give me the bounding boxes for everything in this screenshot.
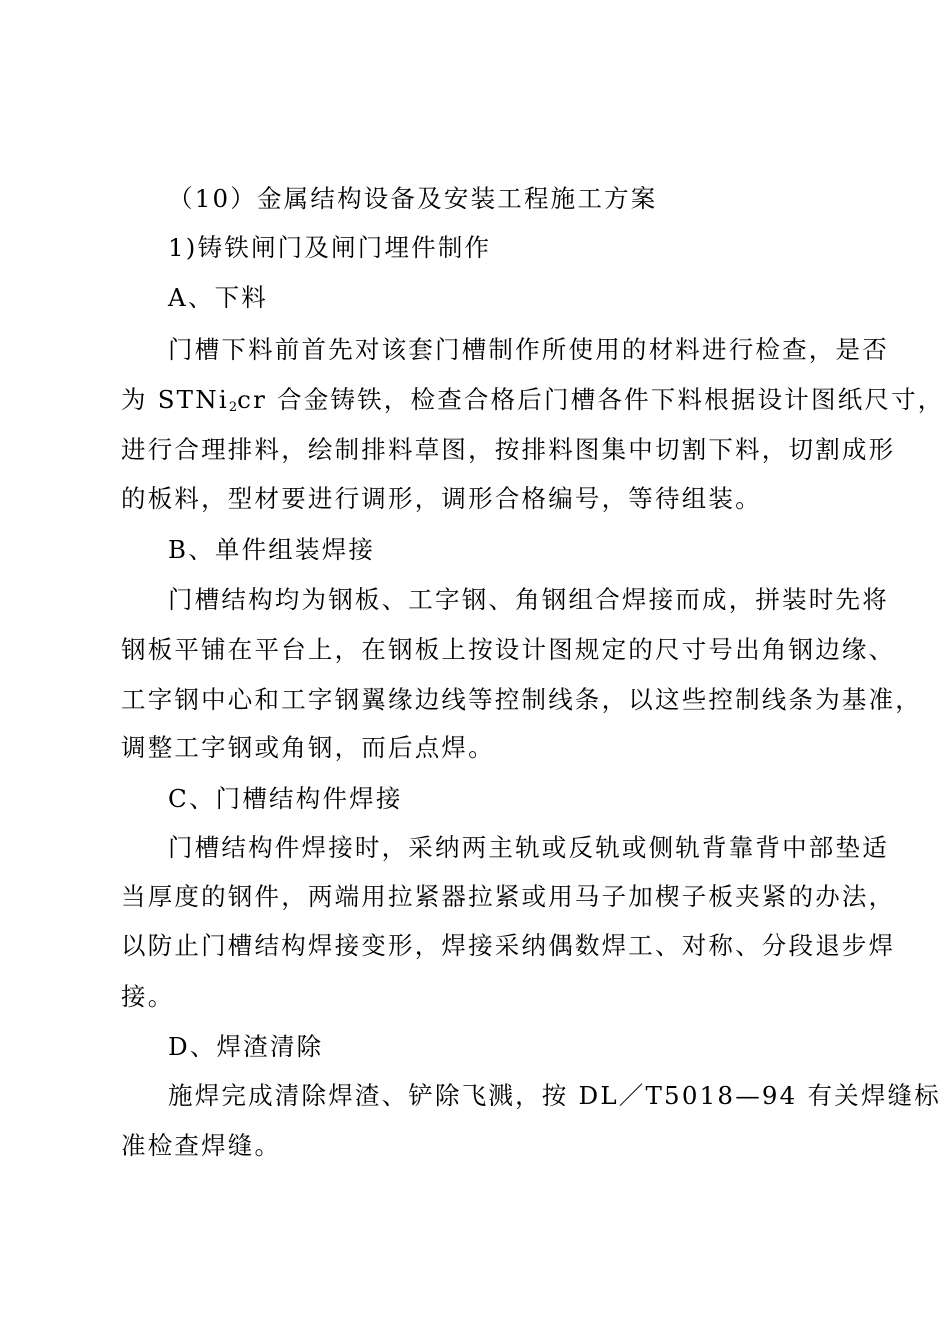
text-fragment: cr 合金铸铁，检查合格后门槽各件下料根据设计图纸尺寸，	[237, 385, 945, 414]
heading-b: B、单件组装焊接	[168, 535, 376, 564]
paragraph-d-line-2: 准检查焊缝。	[121, 1131, 282, 1160]
paragraph-b-line-4: 调整工字钢或角钢，而后点焊。	[121, 733, 495, 762]
paragraph-a-line-2	[121, 385, 945, 423]
paragraph-b-line-3: 工字钢中心和工字钢翼缘边线等控制线条，以这些控制线条为基准，	[121, 685, 922, 714]
subsection-title: 1)铸铁闸门及闸门埋件制作	[168, 233, 492, 262]
paragraph-c-line-3: 以防止门槽结构焊接变形，焊接采纳偶数焊工、对称、分段退步焊	[121, 931, 896, 960]
subscript: 2	[228, 400, 238, 415]
paragraph-d-line-1: 施焊完成清除焊渣、铲除飞溅，按 DL／T5018—94 有关焊缝标	[168, 1081, 941, 1110]
paragraph-c-line-2: 当厚度的钢件，两端用拉紧器拉紧或用马子加楔子板夹紧的办法，	[121, 882, 896, 911]
heading-a: A、下料	[168, 283, 268, 312]
text-fragment: 为 STNi	[121, 385, 229, 414]
paragraph-a-line-1: 门槽下料前首先对该套门槽制作所使用的材料进行检查，是否	[168, 335, 889, 364]
paragraph-a-line-4: 的板料，型材要进行调形，调形合格编号，等待组装。	[121, 484, 762, 513]
heading-d: D、焊渣清除	[168, 1032, 324, 1061]
paragraph-b-line-2: 钢板平铺在平台上，在钢板上按设计图规定的尺寸号出角钢边缘、	[121, 635, 896, 664]
paragraph-b-line-1: 门槽结构均为钢板、工字钢、角钢组合焊接而成，拼装时先将	[168, 585, 889, 614]
section-title: （10）金属结构设备及安装工程施工方案	[168, 184, 658, 213]
paragraph-a-line-3: 进行合理排料，绘制排料草图，按排料图集中切割下料，切割成形	[121, 435, 896, 464]
heading-c: C、门槽结构件焊接	[168, 784, 403, 813]
paragraph-c-line-1: 门槽结构件焊接时，采纳两主轨或反轨或侧轨背靠背中部垫适	[168, 833, 889, 862]
paragraph-c-line-4: 接。	[121, 982, 175, 1011]
